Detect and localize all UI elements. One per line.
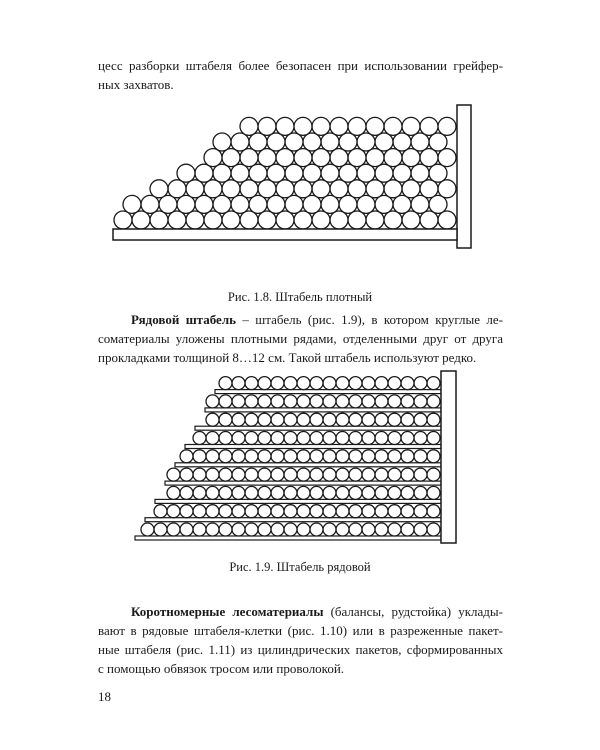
row-stack-log <box>310 523 323 536</box>
row-stack-log <box>167 523 180 536</box>
row-stack-log <box>323 432 336 445</box>
row-stack-log <box>193 505 206 518</box>
row-stack-log <box>271 505 284 518</box>
row-stack-log <box>154 505 167 518</box>
row-stack-log <box>232 413 245 426</box>
row-stack-log <box>375 395 388 408</box>
row-stack-log <box>323 505 336 518</box>
row-stack-log <box>310 413 323 426</box>
row-stack-log <box>427 395 440 408</box>
row-stack-log <box>232 377 245 390</box>
row-stack-log <box>271 413 284 426</box>
row-stack-log <box>310 450 323 463</box>
row-stack-log <box>245 468 258 481</box>
row-stack-log <box>427 505 440 518</box>
row-stack-log <box>206 468 219 481</box>
row-stack-log <box>271 450 284 463</box>
row-stack-log <box>323 468 336 481</box>
row-stack-log <box>323 395 336 408</box>
row-stack-log <box>310 468 323 481</box>
row-stack-log <box>271 377 284 390</box>
row-stack-log <box>362 523 375 536</box>
row-stack-log <box>349 432 362 445</box>
row-stack-log <box>180 505 193 518</box>
row-stack-log <box>258 395 271 408</box>
row-stack-log <box>206 523 219 536</box>
row-stack-log <box>245 432 258 445</box>
row-stack-log <box>388 505 401 518</box>
row-stack-log <box>427 486 440 499</box>
row-stack-log <box>193 486 206 499</box>
row-stack-log <box>284 413 297 426</box>
paragraph-2-line-4: с помощью обвязок тросом или проволокой. <box>98 661 345 676</box>
row-stack-log <box>375 413 388 426</box>
row-stack-log <box>258 377 271 390</box>
row-stack-log <box>297 377 310 390</box>
row-stack-log <box>219 377 232 390</box>
row-stack-log <box>258 523 271 536</box>
row-stack-spacer-board <box>155 499 441 503</box>
row-stack-log <box>336 432 349 445</box>
row-stack-log <box>206 450 219 463</box>
row-stack-log <box>349 523 362 536</box>
row-stack-log <box>414 395 427 408</box>
row-stack-log <box>362 505 375 518</box>
row-stack-log <box>167 505 180 518</box>
row-stack-log <box>349 413 362 426</box>
row-stack-log <box>388 413 401 426</box>
row-stack-log <box>388 450 401 463</box>
row-stack-log <box>271 486 284 499</box>
row-stack-log <box>401 450 414 463</box>
row-stack-log <box>271 395 284 408</box>
row-stack-log <box>336 468 349 481</box>
row-stack-log <box>271 432 284 445</box>
row-stack-log <box>362 486 375 499</box>
row-stack-log <box>388 523 401 536</box>
row-stack-log <box>427 523 440 536</box>
row-stack-log <box>245 395 258 408</box>
row-stack-log <box>232 450 245 463</box>
row-stack-log <box>414 505 427 518</box>
row-stack-log <box>219 468 232 481</box>
row-stack-log <box>297 432 310 445</box>
row-stack-spacer-board <box>145 518 441 522</box>
row-stack-log <box>180 450 193 463</box>
row-stack-log <box>323 486 336 499</box>
row-stack-spacer-board <box>185 445 441 449</box>
row-stack-log <box>271 468 284 481</box>
row-stack-log <box>427 413 440 426</box>
row-stack-log <box>219 413 232 426</box>
row-stack-log <box>284 450 297 463</box>
row-stack-log <box>336 395 349 408</box>
row-stack-log <box>297 486 310 499</box>
figure-1-8-caption: Рис. 1.8. Штабель плотный <box>227 290 373 304</box>
row-stack-log <box>401 395 414 408</box>
row-stack-log <box>284 468 297 481</box>
paragraph-2-line-1-rest: (балансы, рудстойка) уклады- <box>323 604 503 619</box>
row-stack-log <box>388 377 401 390</box>
row-stack-log <box>297 468 310 481</box>
row-stack-log <box>297 450 310 463</box>
row-stack-log <box>375 523 388 536</box>
row-stack-log <box>323 413 336 426</box>
row-stack-log <box>401 432 414 445</box>
row-stack-log <box>245 450 258 463</box>
row-stack-log <box>323 450 336 463</box>
row-stack-log <box>193 468 206 481</box>
row-stack-log <box>193 432 206 445</box>
row-stack-log <box>349 377 362 390</box>
row-stack-log <box>206 413 219 426</box>
paragraph-1-line-3: прокладками толщиной 8…12 см. Такой штабель используют редко. <box>98 350 477 365</box>
row-stack-log <box>375 468 388 481</box>
paragraph-2-line-2: вают в рядовые штабеля-клетки (рис. 1.10) или в разреженные пакет- <box>98 623 503 638</box>
row-stack-log <box>245 377 258 390</box>
row-stack-log <box>219 505 232 518</box>
row-stack-log <box>362 432 375 445</box>
paragraph-1-lead: Рядовой штабель <box>131 312 236 327</box>
row-stack-log <box>219 432 232 445</box>
row-stack-log <box>375 377 388 390</box>
row-stack-log <box>336 505 349 518</box>
row-stack-log <box>310 486 323 499</box>
row-stack-log <box>362 395 375 408</box>
row-stack-log <box>362 468 375 481</box>
row-stack-log <box>219 523 232 536</box>
row-stack-log <box>362 413 375 426</box>
row-stack-log <box>414 432 427 445</box>
paragraph-1-line-2: соматериалы уложены плотными рядами, отделенными друг от друга <box>98 331 503 346</box>
row-stack-log <box>349 505 362 518</box>
row-stack-log <box>336 523 349 536</box>
page-number: 18 <box>98 689 111 704</box>
row-stack-log <box>362 450 375 463</box>
row-stack-log <box>232 505 245 518</box>
row-stack-log <box>414 523 427 536</box>
row-stack-log <box>375 432 388 445</box>
row-stack-log <box>310 377 323 390</box>
row-stack-log <box>297 395 310 408</box>
row-stack-log <box>193 523 206 536</box>
row-stack-log <box>323 377 336 390</box>
row-stack-log <box>401 523 414 536</box>
row-stack-log <box>284 395 297 408</box>
row-stack-log <box>349 450 362 463</box>
row-stack-log <box>349 395 362 408</box>
row-stack-log <box>388 432 401 445</box>
row-stack-log <box>427 432 440 445</box>
row-stack-log <box>414 468 427 481</box>
row-stack-log <box>388 468 401 481</box>
row-stack-log <box>284 505 297 518</box>
row-stack-log <box>349 468 362 481</box>
row-stack-log <box>310 505 323 518</box>
row-stack-log <box>414 486 427 499</box>
row-stack-log <box>271 523 284 536</box>
row-stack-log <box>375 505 388 518</box>
row-stack-spacer-board <box>195 426 441 430</box>
row-stack-log <box>167 486 180 499</box>
paragraph-1-line-1-rest: – штабель (рис. 1.9), в котором круглые ле- <box>236 312 504 327</box>
row-stack-log <box>206 432 219 445</box>
row-stack-log <box>206 505 219 518</box>
row-stack-log <box>154 523 167 536</box>
row-stack-log <box>245 505 258 518</box>
intro-line-1: цесс разборки штабеля более безопасен при использовании грейфер- <box>98 58 503 73</box>
row-stack-log <box>258 432 271 445</box>
row-stack-log <box>258 486 271 499</box>
row-stack-log <box>427 450 440 463</box>
row-stack-log <box>245 413 258 426</box>
row-stack-log <box>232 395 245 408</box>
row-stack-log <box>310 395 323 408</box>
row-stack-log <box>258 450 271 463</box>
row-stack-log <box>219 450 232 463</box>
row-stack-log <box>336 377 349 390</box>
row-stack-log <box>180 486 193 499</box>
row-stack-log <box>336 450 349 463</box>
row-stack-log <box>245 523 258 536</box>
row-stack-log <box>297 505 310 518</box>
row-stack-log <box>180 523 193 536</box>
row-stack-log <box>219 486 232 499</box>
row-stack-log <box>401 486 414 499</box>
row-stack-log <box>414 450 427 463</box>
row-stack-log <box>414 377 427 390</box>
row-stack-log <box>323 523 336 536</box>
row-stack-spacer-board <box>175 463 441 467</box>
row-stack-log <box>388 395 401 408</box>
row-stack-log <box>375 486 388 499</box>
row-stack-log <box>258 505 271 518</box>
row-stack-log <box>284 486 297 499</box>
row-stack-log <box>284 432 297 445</box>
row-stack-log <box>375 450 388 463</box>
row-stack-log <box>232 432 245 445</box>
row-stack-wall <box>441 371 456 543</box>
row-stack-log <box>284 523 297 536</box>
row-stack-log <box>284 377 297 390</box>
row-stack-log <box>193 450 206 463</box>
row-stack-log <box>414 413 427 426</box>
row-stack-log <box>336 413 349 426</box>
row-stack-log <box>167 468 180 481</box>
row-stack-log <box>427 377 440 390</box>
row-stack-log <box>297 413 310 426</box>
row-stack-logs <box>135 377 441 540</box>
row-stack-log <box>388 486 401 499</box>
row-stack-log <box>427 468 440 481</box>
row-stack-log <box>258 413 271 426</box>
row-stack-log <box>206 395 219 408</box>
row-stack-log <box>401 413 414 426</box>
row-stack-spacer-board <box>205 408 441 412</box>
row-stack-log <box>245 486 258 499</box>
row-stack-log <box>232 468 245 481</box>
paragraph-2-line-1 <box>131 604 503 620</box>
paragraph-2-lead: Коротномерные лесоматериалы <box>131 604 324 619</box>
row-stack-log <box>219 395 232 408</box>
row-stack-log <box>232 523 245 536</box>
row-stack-log <box>141 523 154 536</box>
row-stack-log <box>297 523 310 536</box>
row-stack-log <box>401 468 414 481</box>
row-stack-log <box>349 486 362 499</box>
row-stack-log <box>258 468 271 481</box>
row-stack-log <box>362 377 375 390</box>
row-stack-log <box>336 486 349 499</box>
intro-line-2: ных захватов. <box>98 77 174 92</box>
row-stack-log <box>206 486 219 499</box>
row-stack-log <box>401 377 414 390</box>
row-stack-log <box>232 486 245 499</box>
row-stack-log <box>310 432 323 445</box>
figure-1-9-caption: Рис. 1.9. Штабель рядовой <box>229 560 371 574</box>
row-stack-log <box>180 468 193 481</box>
row-stack-log <box>401 505 414 518</box>
paragraph-2-line-3: ные штабеля (рис. 1.11) из цилиндрических пакетов, сформированных <box>98 642 503 657</box>
